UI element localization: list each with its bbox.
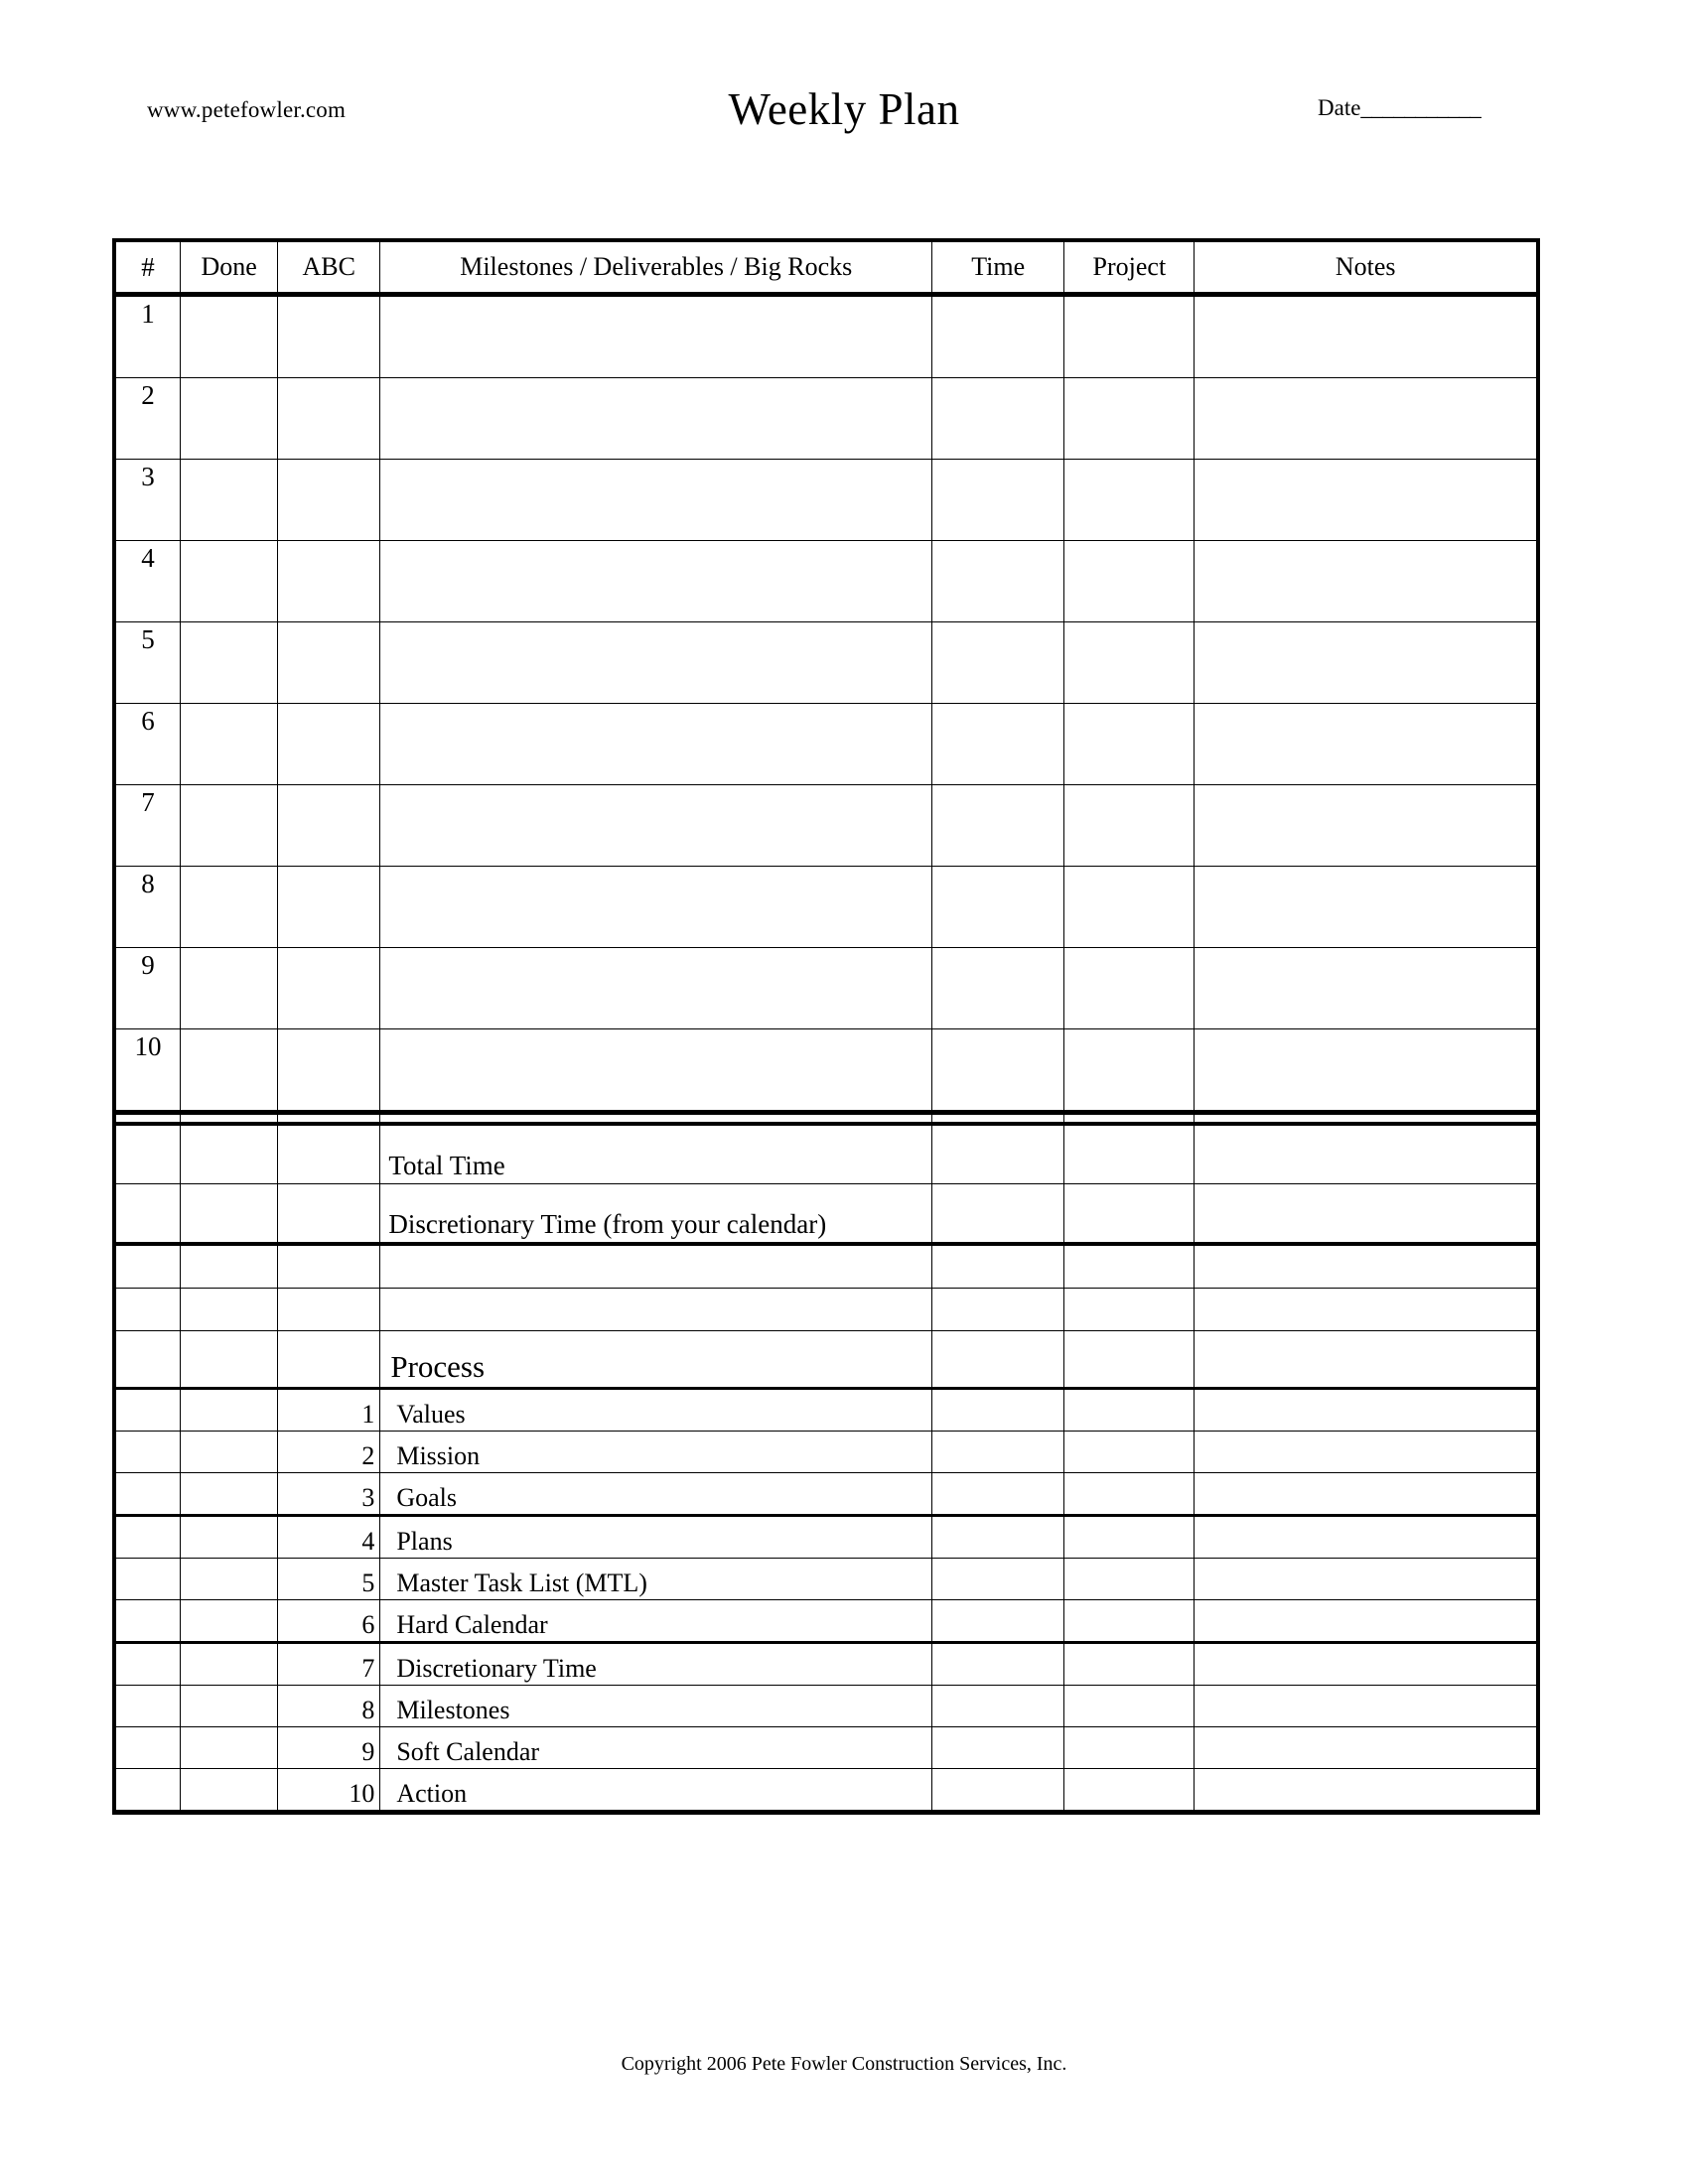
process-item-cell-notes[interactable]	[1195, 1600, 1538, 1643]
page-title: Weekly Plan	[728, 84, 960, 134]
process-item-number: 4	[278, 1516, 380, 1559]
task-cell-mile[interactable]	[380, 295, 932, 378]
process-heading-cell-done	[181, 1331, 278, 1389]
summary-cell-notes[interactable]	[1195, 1184, 1538, 1245]
process-item-cell-num[interactable]	[114, 1769, 181, 1813]
task-cell-mile[interactable]	[380, 541, 932, 622]
process-item-cell-proj[interactable]	[1064, 1769, 1195, 1813]
process-item-cell-proj[interactable]	[1064, 1727, 1195, 1769]
blank-row	[114, 1289, 1538, 1331]
task-row-number: 7	[114, 785, 181, 867]
task-row-number: 4	[114, 541, 181, 622]
task-cell-done[interactable]	[181, 378, 278, 460]
process-item-cell-num[interactable]	[114, 1643, 181, 1686]
process-item-cell-proj[interactable]	[1064, 1389, 1195, 1432]
summary-label: Discretionary Time (from your calendar)	[380, 1184, 932, 1245]
task-cell-abc[interactable]	[278, 1029, 380, 1113]
task-cell-done[interactable]	[181, 460, 278, 541]
task-cell-abc[interactable]	[278, 378, 380, 460]
process-heading-cell-notes	[1195, 1331, 1538, 1389]
process-item-cell-proj[interactable]	[1064, 1559, 1195, 1600]
process-item-row	[114, 1432, 1538, 1473]
task-cell-notes[interactable]	[1195, 378, 1538, 460]
task-cell-time[interactable]	[932, 460, 1064, 541]
blank-cell-mile[interactable]	[380, 1244, 932, 1289]
column-header-notes: Notes	[1195, 240, 1538, 295]
process-item-label: Soft Calendar	[380, 1727, 932, 1769]
task-cell-mile[interactable]	[380, 622, 932, 704]
process-item-row	[114, 1686, 1538, 1727]
process-item-cell-done[interactable]	[181, 1727, 278, 1769]
blank-cell-abc[interactable]	[278, 1244, 380, 1289]
task-row	[114, 948, 1538, 1029]
date-field[interactable]	[1318, 95, 1480, 121]
process-item-row	[114, 1600, 1538, 1643]
task-cell-abc[interactable]	[278, 295, 380, 378]
task-row-number: 8	[114, 867, 181, 948]
summary-cell-proj[interactable]	[1064, 1124, 1195, 1184]
process-item-number: 6	[278, 1600, 380, 1643]
process-item-cell-time[interactable]	[932, 1769, 1064, 1813]
process-item-cell-notes[interactable]	[1195, 1389, 1538, 1432]
task-cell-mile[interactable]	[380, 704, 932, 785]
process-item-cell-notes[interactable]	[1195, 1473, 1538, 1516]
blank-cell-done[interactable]	[181, 1244, 278, 1289]
task-cell-time[interactable]	[932, 704, 1064, 785]
task-cell-done[interactable]	[181, 622, 278, 704]
process-item-cell-proj[interactable]	[1064, 1600, 1195, 1643]
task-row-number: 6	[114, 704, 181, 785]
summary-cell-num	[114, 1124, 181, 1184]
summary-cell-time[interactable]	[932, 1124, 1064, 1184]
task-cell-proj[interactable]	[1064, 1029, 1195, 1113]
column-header-proj: Project	[1064, 240, 1195, 295]
process-item-cell-done[interactable]	[181, 1600, 278, 1643]
task-row	[114, 1029, 1538, 1113]
task-cell-proj[interactable]	[1064, 948, 1195, 1029]
task-cell-proj[interactable]	[1064, 460, 1195, 541]
blank-cell-time[interactable]	[932, 1289, 1064, 1331]
task-row	[114, 704, 1538, 785]
task-cell-done[interactable]	[181, 948, 278, 1029]
process-item-cell-proj[interactable]	[1064, 1432, 1195, 1473]
summary-cell-proj[interactable]	[1064, 1184, 1195, 1245]
summary-cell-abc	[278, 1124, 380, 1184]
task-cell-abc[interactable]	[278, 948, 380, 1029]
process-item-number: 8	[278, 1686, 380, 1727]
summary-label: Total Time	[380, 1124, 932, 1184]
process-item-cell-time[interactable]	[932, 1643, 1064, 1686]
blank-cell-notes[interactable]	[1195, 1244, 1538, 1289]
task-cell-notes[interactable]	[1195, 948, 1538, 1029]
task-cell-time[interactable]	[932, 541, 1064, 622]
task-cell-time[interactable]	[932, 378, 1064, 460]
summary-row	[114, 1184, 1538, 1245]
blank-cell-num[interactable]	[114, 1289, 181, 1331]
task-cell-done[interactable]	[181, 295, 278, 378]
process-item-cell-time[interactable]	[932, 1559, 1064, 1600]
blank-cell-mile[interactable]	[380, 1289, 932, 1331]
summary-cell-num	[114, 1184, 181, 1245]
page-footer: Copyright 2006 Pete Fowler Construction Services, Inc.	[621, 2053, 1067, 2075]
blank-cell-abc[interactable]	[278, 1289, 380, 1331]
process-item-cell-proj[interactable]	[1064, 1473, 1195, 1516]
task-cell-abc[interactable]	[278, 622, 380, 704]
process-heading-cell-proj	[1064, 1331, 1195, 1389]
process-item-cell-done[interactable]	[181, 1643, 278, 1686]
task-row	[114, 378, 1538, 460]
process-item-cell-notes[interactable]	[1195, 1559, 1538, 1600]
process-item-cell-done[interactable]	[181, 1473, 278, 1516]
blank-cell-proj[interactable]	[1064, 1289, 1195, 1331]
date-blank-rule: ___________	[1360, 95, 1481, 120]
summary-cell-notes[interactable]	[1195, 1124, 1538, 1184]
process-item-label: Action	[380, 1769, 932, 1813]
task-cell-notes[interactable]	[1195, 785, 1538, 867]
section-divider	[114, 1113, 1538, 1125]
table-header-row	[114, 240, 1538, 295]
task-cell-proj[interactable]	[1064, 704, 1195, 785]
process-item-cell-done[interactable]	[181, 1516, 278, 1559]
process-item-cell-time[interactable]	[932, 1600, 1064, 1643]
task-cell-mile[interactable]	[380, 460, 932, 541]
blank-cell-time[interactable]	[932, 1244, 1064, 1289]
task-row-number: 9	[114, 948, 181, 1029]
task-cell-mile[interactable]	[380, 378, 932, 460]
task-row	[114, 460, 1538, 541]
process-item-row	[114, 1769, 1538, 1813]
task-row	[114, 867, 1538, 948]
process-item-cell-proj[interactable]	[1064, 1686, 1195, 1727]
process-item-number: 3	[278, 1473, 380, 1516]
process-item-number: 7	[278, 1643, 380, 1686]
process-heading-cell-abc	[278, 1331, 380, 1389]
process-item-cell-time[interactable]	[932, 1432, 1064, 1473]
process-item-cell-notes[interactable]	[1195, 1643, 1538, 1686]
task-cell-time[interactable]	[932, 1029, 1064, 1113]
task-cell-done[interactable]	[181, 1029, 278, 1113]
process-item-cell-done[interactable]	[181, 1686, 278, 1727]
process-item-cell-time[interactable]	[932, 1686, 1064, 1727]
process-item-label: Milestones	[380, 1686, 932, 1727]
task-cell-abc[interactable]	[278, 867, 380, 948]
date-label: Date	[1318, 95, 1361, 120]
task-cell-done[interactable]	[181, 704, 278, 785]
process-item-cell-num[interactable]	[114, 1389, 181, 1432]
task-cell-mile[interactable]	[380, 1029, 932, 1113]
process-item-cell-notes[interactable]	[1195, 1686, 1538, 1727]
process-item-cell-num[interactable]	[114, 1516, 181, 1559]
task-cell-abc[interactable]	[278, 785, 380, 867]
process-item-cell-proj[interactable]	[1064, 1516, 1195, 1559]
task-cell-abc[interactable]	[278, 704, 380, 785]
process-item-row	[114, 1516, 1538, 1559]
process-item-row	[114, 1727, 1538, 1769]
task-row-number: 2	[114, 378, 181, 460]
process-item-cell-done[interactable]	[181, 1432, 278, 1473]
summary-row	[114, 1124, 1538, 1184]
task-cell-notes[interactable]	[1195, 460, 1538, 541]
column-header-abc: ABC	[278, 240, 380, 295]
task-cell-notes[interactable]	[1195, 295, 1538, 378]
process-item-label: Discretionary Time	[380, 1643, 932, 1686]
process-item-cell-time[interactable]	[932, 1473, 1064, 1516]
task-cell-notes[interactable]	[1195, 541, 1538, 622]
process-item-number: 9	[278, 1727, 380, 1769]
task-cell-done[interactable]	[181, 541, 278, 622]
column-header-mile: Milestones / Deliverables / Big Rocks	[380, 240, 932, 295]
column-header-time: Time	[932, 240, 1064, 295]
task-row-number: 5	[114, 622, 181, 704]
process-item-row	[114, 1389, 1538, 1432]
task-cell-notes[interactable]	[1195, 704, 1538, 785]
process-heading-cell-time	[932, 1331, 1064, 1389]
task-cell-proj[interactable]	[1064, 541, 1195, 622]
column-header-done: Done	[181, 240, 278, 295]
summary-cell-done	[181, 1184, 278, 1245]
process-item-number: 5	[278, 1559, 380, 1600]
process-heading-cell-num	[114, 1331, 181, 1389]
blank-cell-proj[interactable]	[1064, 1244, 1195, 1289]
summary-cell-time[interactable]	[932, 1184, 1064, 1245]
process-item-cell-time[interactable]	[932, 1389, 1064, 1432]
site-url: www.petefowler.com	[147, 97, 347, 122]
task-row	[114, 541, 1538, 622]
task-row-number: 1	[114, 295, 181, 378]
page-header	[0, 0, 1688, 179]
blank-cell-num[interactable]	[114, 1244, 181, 1289]
task-row	[114, 295, 1538, 378]
task-cell-mile[interactable]	[380, 867, 932, 948]
task-row	[114, 622, 1538, 704]
process-item-cell-num[interactable]	[114, 1559, 181, 1600]
process-item-cell-proj[interactable]	[1064, 1643, 1195, 1686]
process-item-row	[114, 1559, 1538, 1600]
process-heading: Process	[380, 1331, 932, 1389]
column-header-num: #	[114, 240, 181, 295]
process-item-cell-num[interactable]	[114, 1473, 181, 1516]
process-item-cell-num[interactable]	[114, 1727, 181, 1769]
task-row-number: 10	[114, 1029, 181, 1113]
process-heading-row	[114, 1331, 1538, 1389]
task-cell-notes[interactable]	[1195, 867, 1538, 948]
process-item-number: 10	[278, 1769, 380, 1813]
summary-cell-done	[181, 1124, 278, 1184]
process-item-row	[114, 1643, 1538, 1686]
process-item-cell-notes[interactable]	[1195, 1516, 1538, 1559]
process-item-label: Goals	[380, 1473, 932, 1516]
task-cell-done[interactable]	[181, 785, 278, 867]
process-item-cell-notes[interactable]	[1195, 1769, 1538, 1813]
task-cell-proj[interactable]	[1064, 867, 1195, 948]
task-cell-proj[interactable]	[1064, 785, 1195, 867]
process-item-cell-num[interactable]	[114, 1432, 181, 1473]
task-cell-proj[interactable]	[1064, 378, 1195, 460]
process-item-label: Master Task List (MTL)	[380, 1559, 932, 1600]
task-cell-proj[interactable]	[1064, 295, 1195, 378]
process-item-label: Mission	[380, 1432, 932, 1473]
process-item-cell-done[interactable]	[181, 1559, 278, 1600]
task-cell-time[interactable]	[932, 295, 1064, 378]
process-item-label: Hard Calendar	[380, 1600, 932, 1643]
task-cell-done[interactable]	[181, 867, 278, 948]
task-row-number: 3	[114, 460, 181, 541]
process-item-cell-time[interactable]	[932, 1727, 1064, 1769]
process-item-cell-time[interactable]	[932, 1516, 1064, 1559]
task-cell-abc[interactable]	[278, 541, 380, 622]
task-cell-mile[interactable]	[380, 785, 932, 867]
blank-cell-notes[interactable]	[1195, 1289, 1538, 1331]
process-item-number: 1	[278, 1389, 380, 1432]
process-item-cell-done[interactable]	[181, 1769, 278, 1813]
task-row	[114, 785, 1538, 867]
task-cell-notes[interactable]	[1195, 622, 1538, 704]
task-cell-time[interactable]	[932, 785, 1064, 867]
process-item-number: 2	[278, 1432, 380, 1473]
task-cell-abc[interactable]	[278, 460, 380, 541]
process-item-cell-num[interactable]	[114, 1600, 181, 1643]
task-cell-time[interactable]	[932, 867, 1064, 948]
task-cell-time[interactable]	[932, 948, 1064, 1029]
weekly-plan-table	[112, 238, 1540, 1815]
process-item-cell-done[interactable]	[181, 1389, 278, 1432]
process-item-label: Values	[380, 1389, 932, 1432]
task-cell-time[interactable]	[932, 622, 1064, 704]
summary-cell-abc	[278, 1184, 380, 1245]
blank-row	[114, 1244, 1538, 1289]
process-item-cell-notes[interactable]	[1195, 1727, 1538, 1769]
blank-cell-done[interactable]	[181, 1289, 278, 1331]
process-item-label: Plans	[380, 1516, 932, 1559]
process-item-cell-notes[interactable]	[1195, 1432, 1538, 1473]
task-cell-proj[interactable]	[1064, 622, 1195, 704]
task-cell-notes[interactable]	[1195, 1029, 1538, 1113]
process-item-cell-num[interactable]	[114, 1686, 181, 1727]
process-item-row	[114, 1473, 1538, 1516]
task-cell-mile[interactable]	[380, 948, 932, 1029]
